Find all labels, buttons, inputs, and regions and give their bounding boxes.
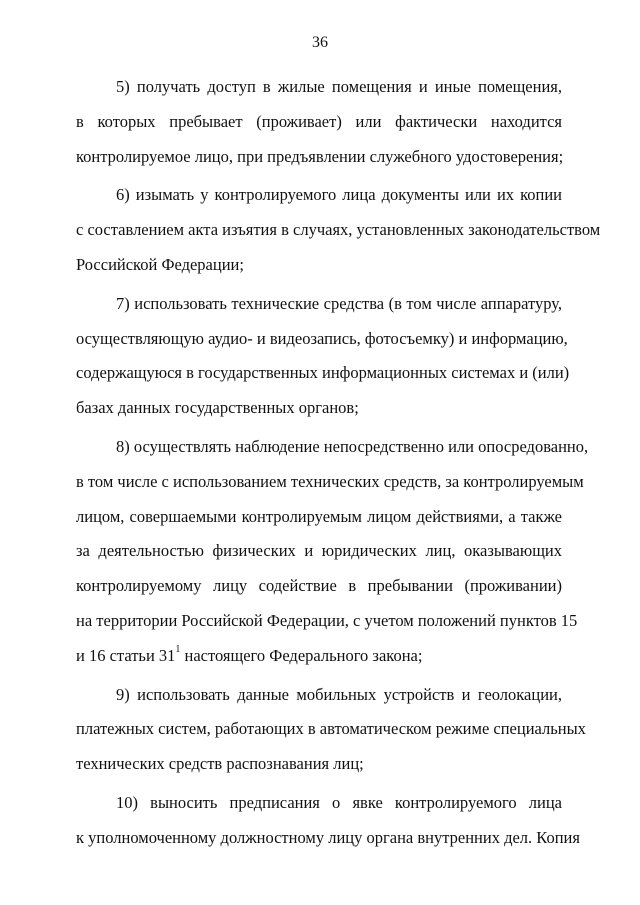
text-line: с составлением акта изъятия в случаях, установленных законодательством [76, 220, 601, 240]
text-line: за деятельностью физических и юридических лиц, оказывающих [76, 541, 562, 561]
text-line: на территории Российской Федерации, с учетом положений пунктов 15 [76, 610, 578, 630]
text-line: 5) получать доступ в жилые помещения и иные помещения, [116, 77, 562, 96]
text-line: 7) использовать технические средства (в том числе аппаратуру, [116, 293, 562, 313]
text-line: содержащуюся в государственных информационных системах и (или) [76, 363, 570, 383]
text-fragment: настоящего Федерального закона; [180, 645, 423, 665]
document-body [76, 70, 601, 856]
text-line: 10) выносить предписания о явке контролируемого лица [116, 792, 562, 812]
text-line: базах данных государственных органов; [76, 398, 359, 418]
text-line: платежных систем, работающих в автоматическом режиме специальных [76, 719, 586, 739]
text-line: контролируемому лицу содействие в пребывании (проживании) [76, 576, 562, 596]
text-line: Российской Федерации; [76, 254, 244, 274]
text-line: 9) использовать данные мобильных устройств и геолокации, [116, 684, 562, 704]
text-line: технических средств распознавания лиц; [76, 754, 364, 774]
text-line: в которых пребывает (проживает) или фактически находится [76, 111, 562, 131]
text-line: к уполномоченному должностному лицу органа внутренних дел. Копия [76, 827, 580, 847]
text-line-with-superscript [76, 639, 562, 674]
text-line: в том числе с использованием технических средств, за контролируемым [76, 471, 584, 491]
text-line: 6) изымать у контролируемого лица документы или их копии [116, 185, 562, 205]
superscript: 1 [175, 643, 181, 655]
text-fragment: и 16 статьи 31 [76, 645, 176, 665]
text-line: осуществляющую аудио- и видеозапись, фотосъемку) и информацию, [76, 328, 568, 348]
text-line: лицом, совершаемыми контролируемым лицом действиями, а также [76, 506, 562, 526]
text-line: 8) осуществлять наблюдение непосредственно или опосредованно, [116, 436, 589, 456]
text-line: контролируемое лицо, при предъявлении служебного удостоверения; [76, 146, 564, 166]
page-number: 36 [312, 34, 328, 51]
